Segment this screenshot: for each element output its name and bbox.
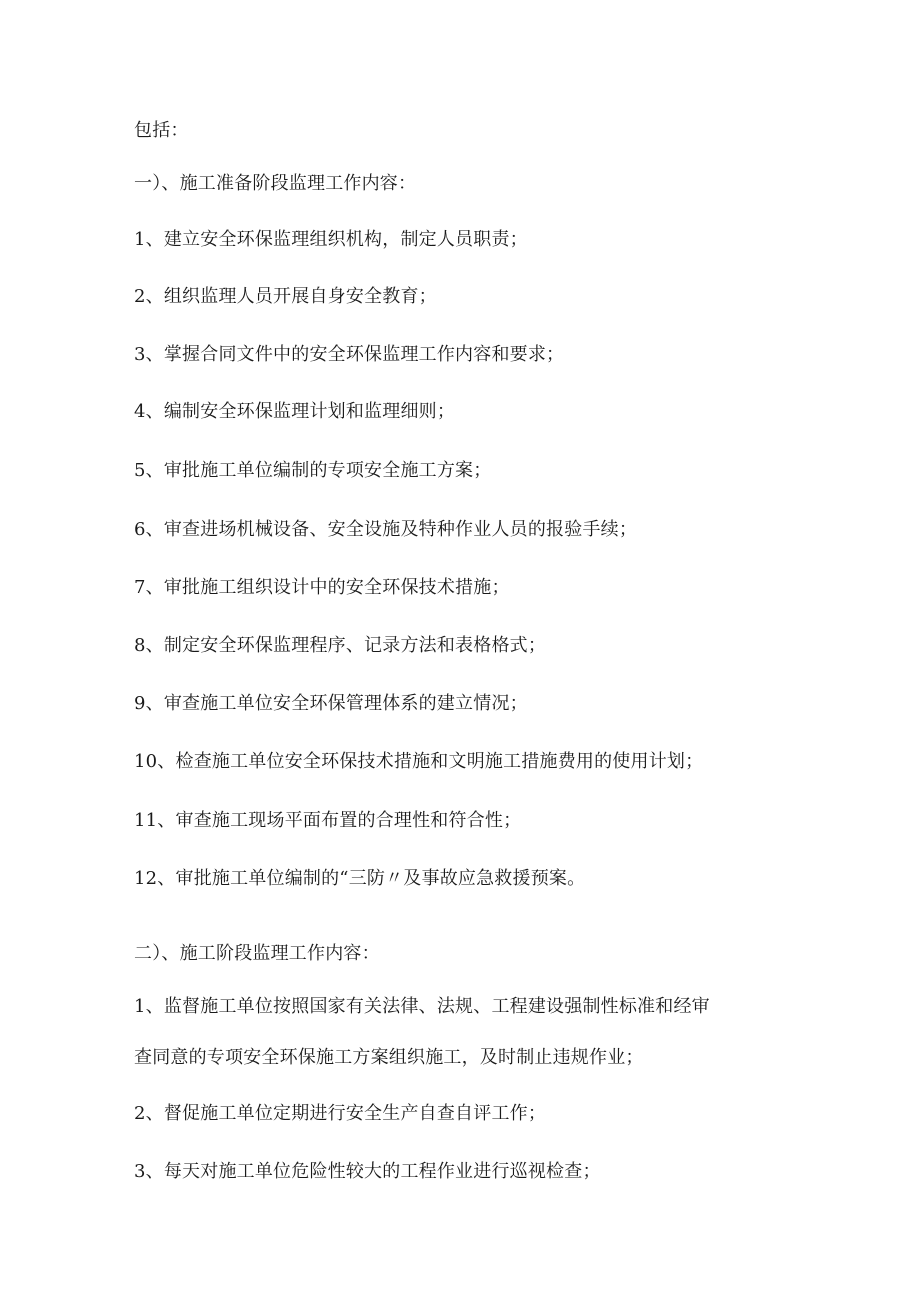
list-item: 11、审查施工现场平面布置的合理性和符合性； [134, 810, 522, 831]
intro-text: 包括： [134, 120, 189, 141]
list-item: 2、督促施工单位定期进行安全生产自查自评工作； [134, 1103, 547, 1124]
list-item: 1、建立安全环保监理组织机构，制定人员职责； [134, 229, 528, 250]
list-item: 9、审查施工单位安全环保管理体系的建立情况； [134, 693, 528, 714]
section-heading-construction: 二）、施工阶段监理工作内容： [134, 943, 380, 964]
list-item: 1、监督施工单位按照国家有关法律、法规、工程建设强制性标准和经审 [134, 996, 710, 1017]
list-item: 6、审查进场机械设备、安全设施及特种作业人员的报验手续； [134, 519, 638, 540]
list-item: 7、审批施工组织设计中的安全环保技术措施； [134, 577, 510, 598]
section-heading-preparation: 一）、施工准备阶段监理工作内容： [134, 173, 417, 194]
list-item: 2、组织监理人员开展自身安全教育； [134, 286, 437, 307]
list-item: 3、每天对施工单位危险性较大的工程作业进行巡视检查； [134, 1161, 601, 1182]
list-item: 8、制定安全环保监理程序、记录方法和表格格式； [134, 635, 547, 656]
list-item: 5、审批施工单位编制的专项安全施工方案； [134, 460, 492, 481]
list-item: 4、编制安全环保监理计划和监理细则； [134, 401, 456, 422]
list-item: 10、检查施工单位安全环保技术措施和文明施工措施费用的使用计划； [134, 751, 704, 772]
list-item-continuation: 查同意的专项安全环保施工方案组织施工，及时制止违规作业； [134, 1047, 644, 1068]
list-item: 12、审批施工单位编制的“三防〃及事故应急救援预案。 [134, 868, 586, 889]
list-item: 3、掌握合同文件中的安全环保监理工作内容和要求； [134, 344, 565, 365]
